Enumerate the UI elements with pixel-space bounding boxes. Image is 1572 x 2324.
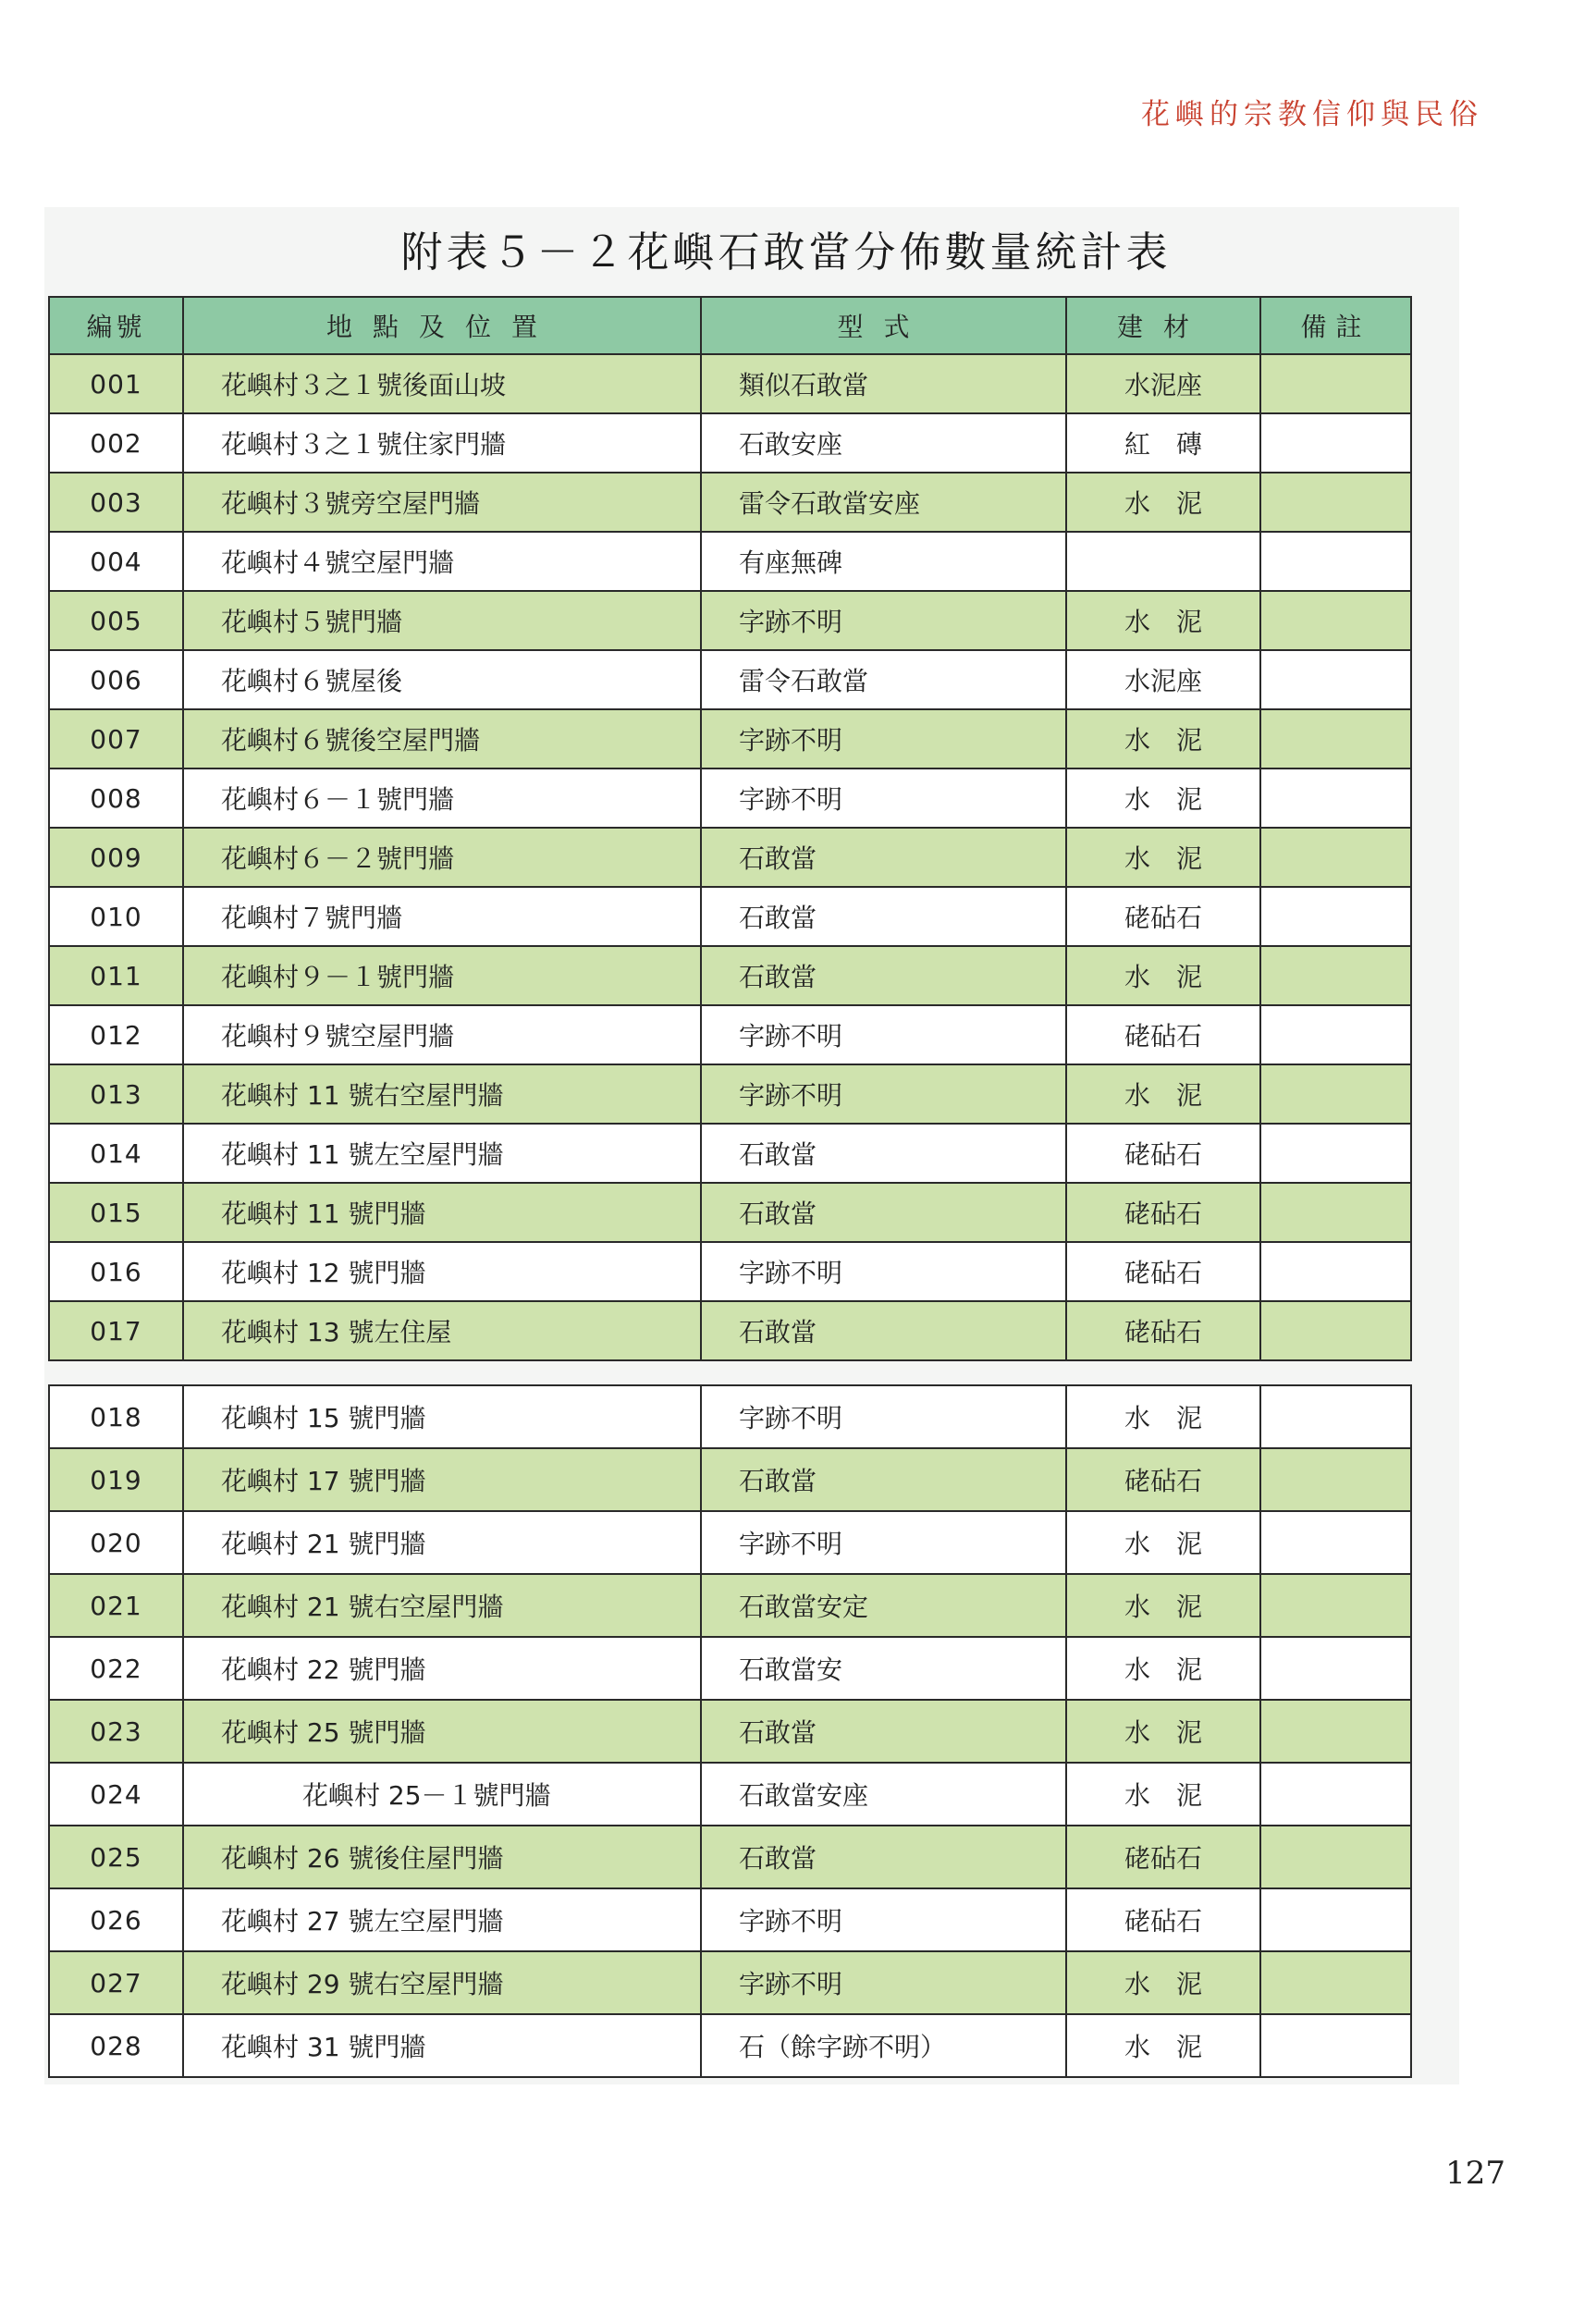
table-row — [49, 1124, 1411, 1183]
cell-number: 014 — [49, 1124, 183, 1183]
cell-note — [1260, 1511, 1411, 1574]
cell-material: 硓砧石 — [1066, 1826, 1260, 1888]
cell-location: 花嶼村 25－１號門牆 — [183, 1763, 701, 1826]
table-row — [49, 591, 1411, 650]
cell-location: 花嶼村９－１號門牆 — [183, 946, 701, 1005]
cell-location: 花嶼村 25 號門牆 — [183, 1700, 701, 1763]
cell-note — [1260, 591, 1411, 650]
cell-type: 石敢當安定 — [701, 1574, 1066, 1637]
cell-location: 花嶼村 22 號門牆 — [183, 1637, 701, 1700]
cell-location: 花嶼村 11 號左空屋門牆 — [183, 1124, 701, 1183]
cell-location: 花嶼村６－１號門牆 — [183, 769, 701, 828]
table-row — [49, 1183, 1411, 1242]
table-row — [49, 473, 1411, 532]
header-material: 建材 — [1066, 297, 1260, 354]
stone-tablet-table-part-2 — [48, 1384, 1412, 2078]
table-row — [49, 1574, 1411, 1637]
cell-material: 硓砧石 — [1066, 1888, 1260, 1951]
table-row — [49, 946, 1411, 1005]
cell-location: 花嶼村 29 號右空屋門牆 — [183, 1951, 701, 2014]
cell-note — [1260, 946, 1411, 1005]
cell-number: 009 — [49, 828, 183, 887]
cell-number: 008 — [49, 769, 183, 828]
cell-type: 雷令石敢當安座 — [701, 473, 1066, 532]
cell-material: 水 泥 — [1066, 709, 1260, 769]
cell-number: 019 — [49, 1448, 183, 1511]
cell-number: 012 — [49, 1005, 183, 1064]
cell-location: 花嶼村 13 號左住屋 — [183, 1301, 701, 1360]
cell-number: 026 — [49, 1888, 183, 1951]
page-number: 127 — [1445, 2155, 1505, 2192]
cell-location: 花嶼村３號旁空屋門牆 — [183, 473, 701, 532]
cell-number: 024 — [49, 1763, 183, 1826]
cell-material — [1066, 532, 1260, 591]
cell-material: 水 泥 — [1066, 1700, 1260, 1763]
cell-note — [1260, 1826, 1411, 1888]
cell-type: 石敢當安 — [701, 1637, 1066, 1700]
cell-type: 字跡不明 — [701, 1242, 1066, 1301]
table-row — [49, 1700, 1411, 1763]
cell-location: 花嶼村４號空屋門牆 — [183, 532, 701, 591]
cell-location: 花嶼村 12 號門牆 — [183, 1242, 701, 1301]
table-row — [49, 1064, 1411, 1124]
cell-type: 石敢當 — [701, 1124, 1066, 1183]
cell-note — [1260, 828, 1411, 887]
cell-material: 硓砧石 — [1066, 887, 1260, 946]
cell-location: 花嶼村５號門牆 — [183, 591, 701, 650]
table-row — [49, 1385, 1411, 1448]
cell-material: 水 泥 — [1066, 1511, 1260, 1574]
cell-type: 石敢當 — [701, 1301, 1066, 1360]
cell-type: 有座無碑 — [701, 532, 1066, 591]
cell-material: 水 泥 — [1066, 2014, 1260, 2077]
cell-material: 硓砧石 — [1066, 1242, 1260, 1301]
running-header: 花嶼的宗教信仰與民俗 — [1141, 98, 1483, 131]
stone-tablet-table-part-1 — [48, 296, 1412, 1361]
cell-material: 水 泥 — [1066, 591, 1260, 650]
cell-type: 石敢安座 — [701, 413, 1066, 473]
cell-material: 水 泥 — [1066, 473, 1260, 532]
cell-number: 017 — [49, 1301, 183, 1360]
cell-material: 水 泥 — [1066, 1951, 1260, 2014]
cell-number: 015 — [49, 1183, 183, 1242]
cell-type: 字跡不明 — [701, 1005, 1066, 1064]
cell-location: 花嶼村６－２號門牆 — [183, 828, 701, 887]
cell-number: 010 — [49, 887, 183, 946]
cell-type: 字跡不明 — [701, 1888, 1066, 1951]
cell-number: 028 — [49, 2014, 183, 2077]
table-body-part-1 — [49, 354, 1411, 1360]
cell-material: 硓砧石 — [1066, 1301, 1260, 1360]
table-body-part-2 — [49, 1385, 1411, 2077]
cell-number: 013 — [49, 1064, 183, 1124]
table-row — [49, 1951, 1411, 2014]
cell-note — [1260, 709, 1411, 769]
cell-note — [1260, 1005, 1411, 1064]
table-row — [49, 1888, 1411, 1951]
cell-note — [1260, 1385, 1411, 1448]
cell-note — [1260, 1183, 1411, 1242]
cell-type: 石敢當 — [701, 1183, 1066, 1242]
cell-note — [1260, 473, 1411, 532]
table-row — [49, 1637, 1411, 1700]
cell-material: 硓砧石 — [1066, 1183, 1260, 1242]
cell-location: 花嶼村７號門牆 — [183, 887, 701, 946]
cell-note — [1260, 1888, 1411, 1951]
cell-note — [1260, 1637, 1411, 1700]
cell-note — [1260, 1064, 1411, 1124]
cell-number: 005 — [49, 591, 183, 650]
cell-location: 花嶼村９號空屋門牆 — [183, 1005, 701, 1064]
cell-material: 水 泥 — [1066, 828, 1260, 887]
cell-material: 紅 磚 — [1066, 413, 1260, 473]
header-note: 備註 — [1260, 297, 1411, 354]
table-header-row — [49, 297, 1411, 354]
cell-number: 001 — [49, 354, 183, 413]
cell-note — [1260, 1448, 1411, 1511]
cell-location: 花嶼村 21 號右空屋門牆 — [183, 1574, 701, 1637]
cell-type: 石敢當安座 — [701, 1763, 1066, 1826]
table-row — [49, 887, 1411, 946]
table-row — [49, 709, 1411, 769]
table-row — [49, 2014, 1411, 2077]
cell-type: 字跡不明 — [701, 591, 1066, 650]
table-row — [49, 1242, 1411, 1301]
cell-material: 水 泥 — [1066, 1064, 1260, 1124]
header-location: 地點及位置 — [183, 297, 701, 354]
table-row — [49, 1005, 1411, 1064]
cell-type: 石敢當 — [701, 1448, 1066, 1511]
cell-note — [1260, 354, 1411, 413]
table-row — [49, 413, 1411, 473]
cell-note — [1260, 1951, 1411, 2014]
cell-type: 石敢當 — [701, 887, 1066, 946]
table-row — [49, 532, 1411, 591]
cell-note — [1260, 1700, 1411, 1763]
cell-material: 水泥座 — [1066, 354, 1260, 413]
table-row — [49, 354, 1411, 413]
cell-location: 花嶼村 21 號門牆 — [183, 1511, 701, 1574]
cell-location: 花嶼村 26 號後住屋門牆 — [183, 1826, 701, 1888]
cell-note — [1260, 769, 1411, 828]
cell-note — [1260, 2014, 1411, 2077]
cell-location: 花嶼村 11 號門牆 — [183, 1183, 701, 1242]
cell-note — [1260, 413, 1411, 473]
table-row — [49, 650, 1411, 709]
cell-material: 水 泥 — [1066, 1385, 1260, 1448]
header-number: 編號 — [49, 297, 183, 354]
table-row — [49, 828, 1411, 887]
cell-type: 石敢當 — [701, 828, 1066, 887]
cell-location: 花嶼村 11 號右空屋門牆 — [183, 1064, 701, 1124]
cell-number: 027 — [49, 1951, 183, 2014]
cell-number: 018 — [49, 1385, 183, 1448]
cell-location: 花嶼村６號後空屋門牆 — [183, 709, 701, 769]
cell-location: 花嶼村６號屋後 — [183, 650, 701, 709]
cell-type: 字跡不明 — [701, 769, 1066, 828]
cell-material: 硓砧石 — [1066, 1448, 1260, 1511]
table-row — [49, 769, 1411, 828]
cell-type: 字跡不明 — [701, 709, 1066, 769]
cell-type: 類似石敢當 — [701, 354, 1066, 413]
cell-location: 花嶼村３之１號後面山坡 — [183, 354, 701, 413]
cell-note — [1260, 532, 1411, 591]
cell-number: 003 — [49, 473, 183, 532]
cell-note — [1260, 1574, 1411, 1637]
cell-number: 004 — [49, 532, 183, 591]
cell-material: 水 泥 — [1066, 946, 1260, 1005]
cell-material: 水 泥 — [1066, 1763, 1260, 1826]
cell-number: 023 — [49, 1700, 183, 1763]
table-row — [49, 1301, 1411, 1360]
cell-location: 花嶼村３之１號住家門牆 — [183, 413, 701, 473]
cell-number: 021 — [49, 1574, 183, 1637]
cell-note — [1260, 1242, 1411, 1301]
cell-number: 022 — [49, 1637, 183, 1700]
cell-location: 花嶼村 31 號門牆 — [183, 2014, 701, 2077]
cell-type: 石（餘字跡不明） — [701, 2014, 1066, 2077]
cell-number: 007 — [49, 709, 183, 769]
cell-note — [1260, 1301, 1411, 1360]
cell-type: 字跡不明 — [701, 1951, 1066, 2014]
cell-material: 水泥座 — [1066, 650, 1260, 709]
table-row — [49, 1763, 1411, 1826]
cell-material: 水 泥 — [1066, 1574, 1260, 1637]
table-row — [49, 1826, 1411, 1888]
cell-type: 字跡不明 — [701, 1511, 1066, 1574]
cell-note — [1260, 1763, 1411, 1826]
cell-type: 石敢當 — [701, 1826, 1066, 1888]
cell-material: 水 泥 — [1066, 1637, 1260, 1700]
table-row — [49, 1511, 1411, 1574]
table-row — [49, 1448, 1411, 1511]
cell-type: 石敢當 — [701, 1700, 1066, 1763]
cell-number: 025 — [49, 1826, 183, 1888]
cell-type: 石敢當 — [701, 946, 1066, 1005]
cell-material: 硓砧石 — [1066, 1124, 1260, 1183]
cell-number: 011 — [49, 946, 183, 1005]
cell-note — [1260, 887, 1411, 946]
cell-number: 006 — [49, 650, 183, 709]
cell-note — [1260, 1124, 1411, 1183]
table-title: 附表５－２花嶼石敢當分佈數量統計表 — [400, 227, 1172, 277]
cell-location: 花嶼村 17 號門牆 — [183, 1448, 701, 1511]
cell-type: 字跡不明 — [701, 1385, 1066, 1448]
cell-note — [1260, 650, 1411, 709]
cell-number: 016 — [49, 1242, 183, 1301]
cell-location: 花嶼村 27 號左空屋門牆 — [183, 1888, 701, 1951]
header-type: 型式 — [701, 297, 1066, 354]
cell-number: 020 — [49, 1511, 183, 1574]
cell-type: 字跡不明 — [701, 1064, 1066, 1124]
cell-location: 花嶼村 15 號門牆 — [183, 1385, 701, 1448]
cell-type: 雷令石敢當 — [701, 650, 1066, 709]
cell-material: 硓砧石 — [1066, 1005, 1260, 1064]
cell-number: 002 — [49, 413, 183, 473]
cell-material: 水 泥 — [1066, 769, 1260, 828]
